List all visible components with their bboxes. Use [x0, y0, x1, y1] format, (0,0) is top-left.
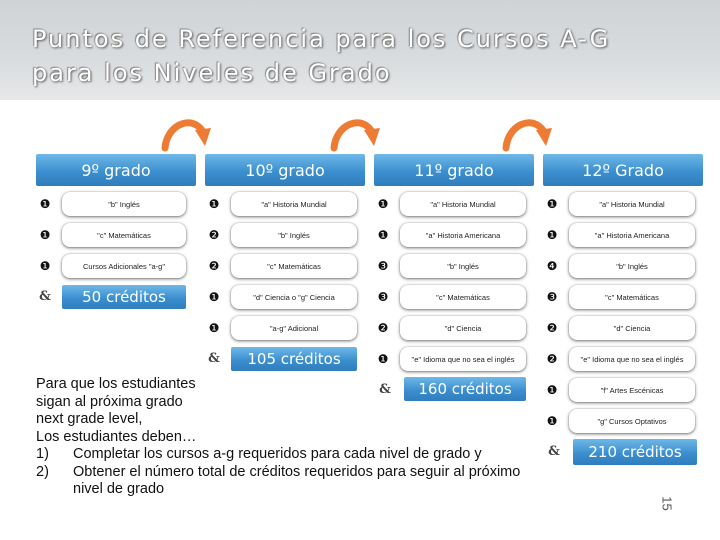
- course-pill: Cursos Adicionales "a-g": [62, 254, 186, 278]
- grade-12-header: 12º Grado: [543, 154, 703, 186]
- grade-11-header: 11º grado: [374, 154, 534, 186]
- requirements-list: [36, 446, 536, 499]
- course-pill: "d" Ciencia o "g" Ciencia: [231, 285, 357, 309]
- count-bullet: ❶: [377, 228, 389, 242]
- course-pill: "e" Idioma que no sea el inglés: [400, 347, 526, 371]
- course-pill: "a" Historia Americana: [400, 223, 526, 247]
- course-pill: "b" Inglés: [62, 192, 186, 216]
- curved-arrow-icon: [330, 112, 382, 154]
- count-bullet: ❸: [377, 259, 389, 273]
- course-pill: "c" Matemáticas: [569, 285, 695, 309]
- grade-11-credits: 160 créditos: [404, 377, 526, 401]
- count-bullet: ❷: [377, 321, 389, 335]
- course-pill: "a" Historia Mundial: [231, 192, 357, 216]
- note-line: Para que los estudiantes: [36, 376, 196, 392]
- ampersand-icon: &: [548, 443, 560, 459]
- count-bullet: ❷: [208, 228, 220, 242]
- count-bullet: ❷: [208, 259, 220, 273]
- page-number: 15: [659, 496, 675, 511]
- course-pill: "b" Inglés: [569, 254, 695, 278]
- course-pill: "a" Historia Mundial: [569, 192, 695, 216]
- count-bullet: ❹: [546, 259, 558, 273]
- count-bullet: ❶: [39, 259, 51, 273]
- count-bullet: ❶: [39, 197, 51, 211]
- curved-arrow-icon: [502, 112, 554, 154]
- count-bullet: ❶: [546, 383, 558, 397]
- requirement-text: Obtener el número total de créditos requeridos para seguir al próximo nivel de grado: [73, 463, 521, 497]
- count-bullet: ❶: [39, 228, 51, 242]
- grade-9-credits: 50 créditos: [62, 285, 186, 309]
- title-line-1: Puntos de Referencia para los Cursos A-G: [32, 25, 611, 53]
- course-pill: "a" Historia Mundial: [400, 192, 526, 216]
- grade-9-header: 9º grado: [36, 154, 196, 186]
- count-bullet: ❶: [377, 197, 389, 211]
- course-pill: "c" Matemáticas: [62, 223, 186, 247]
- course-pill: "a" Historia Americana: [569, 223, 695, 247]
- ampersand-icon: &: [208, 350, 220, 366]
- course-pill: "d" Ciencia: [400, 316, 526, 340]
- count-bullet: ❶: [546, 197, 558, 211]
- title-line-2: para los Niveles de Grado: [32, 59, 392, 87]
- note-line: Los estudiantes deben…: [36, 428, 197, 445]
- count-bullet: ❸: [546, 290, 558, 304]
- course-pill: "b" Inglés: [400, 254, 526, 278]
- course-pill: "a-g" Adicional: [231, 316, 357, 340]
- course-pill: "d" Ciencia: [569, 316, 695, 340]
- count-bullet: ❶: [208, 321, 220, 335]
- ampersand-icon: &: [39, 288, 51, 304]
- course-pill: "c" Matemáticas: [400, 285, 526, 309]
- requirement-number: 2): [36, 463, 49, 480]
- course-pill: "e" Idioma que no sea el inglés: [569, 347, 695, 371]
- course-pill: "c" Matemáticas: [231, 254, 357, 278]
- requirement-text: Completar los cursos a-g requeridos para cada nivel de grado y: [73, 446, 482, 462]
- note-line: next grade level,: [36, 411, 143, 427]
- requirement-number: 1): [36, 446, 49, 462]
- count-bullet: ❷: [546, 352, 558, 366]
- count-bullet: ❶: [546, 414, 558, 428]
- count-bullet: ❶: [546, 228, 558, 242]
- count-bullet: ❶: [208, 290, 220, 304]
- requirement-item: [36, 446, 536, 464]
- course-pill: "f" Artes Escénicas: [569, 378, 695, 402]
- count-bullet: ❷: [546, 321, 558, 335]
- requirement-item: [36, 464, 536, 499]
- count-bullet: ❸: [377, 290, 389, 304]
- slide-title: [32, 22, 692, 90]
- note-line: sigan al próxima grado: [36, 393, 183, 410]
- grade-12-credits: 210 créditos: [573, 439, 697, 465]
- grade-10-header: 10º grado: [205, 154, 365, 186]
- curved-arrow-icon: [161, 112, 213, 154]
- course-pill: "g" Cursos Optativos: [569, 409, 695, 433]
- requirements-note: [36, 376, 536, 499]
- course-pill: "b" Inglés: [231, 223, 357, 247]
- ampersand-icon: &: [379, 381, 391, 397]
- count-bullet: ❶: [377, 352, 389, 366]
- grade-10-credits: 105 créditos: [231, 347, 357, 371]
- count-bullet: ❶: [208, 197, 220, 211]
